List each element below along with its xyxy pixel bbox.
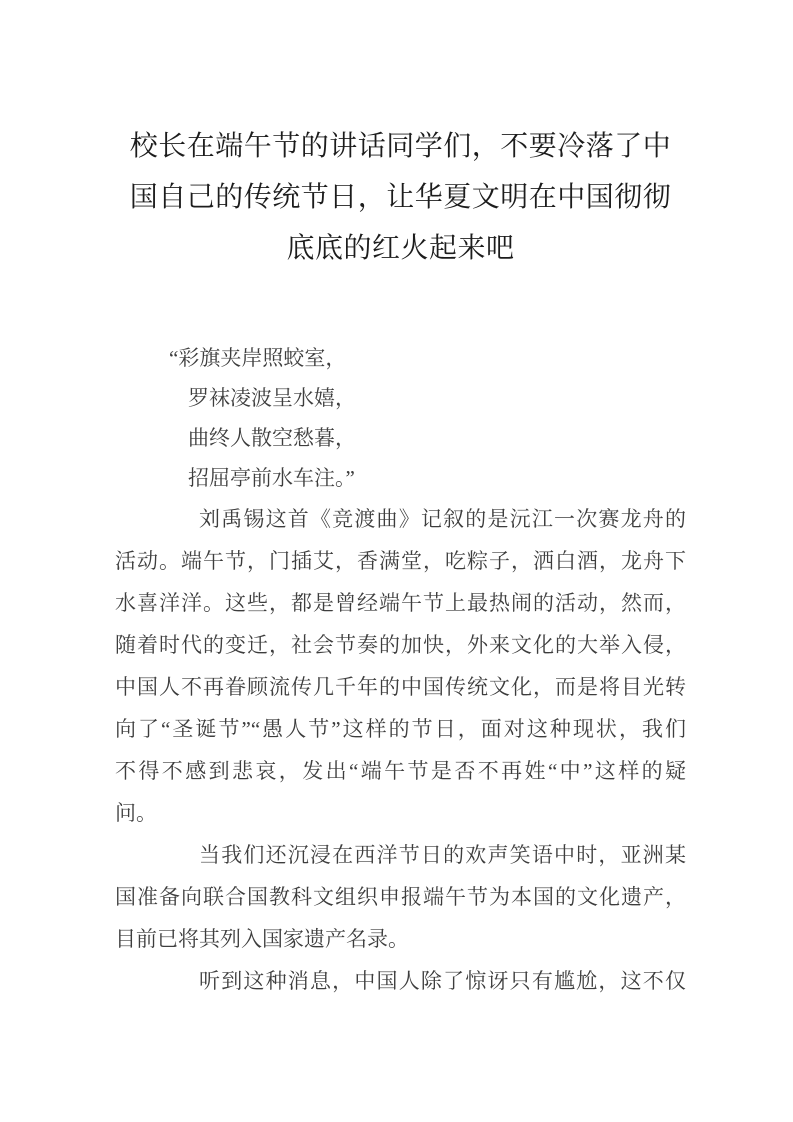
poem-block <box>115 338 686 498</box>
paragraph-line: 国准备向联合国教科文组织申报端午节为本国的文化遗产， <box>115 885 686 909</box>
title-line-3: 底底的红火起来吧 <box>286 233 515 264</box>
paragraph-2 <box>115 834 686 960</box>
poem-line-1: “彩旗夹岸照蛟室， <box>169 346 347 370</box>
poem-line-2: 罗袜凌波呈水嬉， <box>188 386 356 410</box>
paragraph-line: 中国人不再眷顾流传几千年的中国传统文化，而是将目光转 <box>115 675 686 699</box>
poem-line-3: 曲终人散空愁暮， <box>188 426 356 450</box>
poem-line-4: 招屈亭前水车注。” <box>188 466 355 490</box>
title-line-1: 校长在端午节的讲话同学们，不要冷落了中 <box>129 131 672 162</box>
paragraph-line: 向了“圣诞节”“愚人节”这样的节日，面对这种现状，我们 <box>115 717 686 741</box>
paragraph-3 <box>115 960 686 1002</box>
paragraph-line: 问。 <box>115 801 157 825</box>
paragraph-line: 当我们还沉浸在西洋节日的欢声笑语中时，亚洲某 <box>199 843 686 867</box>
title-line-2: 国自己的传统节日，让华夏文明在中国彻彻 <box>129 182 672 213</box>
paragraph-line: 活动。端午节，门插艾，香满堂，吃粽子，洒白酒，龙舟下 <box>115 549 686 573</box>
paragraph-line: 随着时代的变迁，社会节奏的加快，外来文化的大举入侵， <box>115 633 686 657</box>
paragraph-line: 刘禹锡这首《竞渡曲》记叙的是沅江一次赛龙舟的 <box>199 507 686 531</box>
paragraph-1 <box>115 498 686 834</box>
paragraph-line: 不得不感到悲哀，发出“端午节是否不再姓“中”这样的疑 <box>115 759 686 783</box>
paragraph-line: 水喜洋洋。这些，都是曾经端午节上最热闹的活动，然而， <box>115 591 686 615</box>
paragraph-line: 目前已将其列入国家遗产名录。 <box>115 927 409 951</box>
paragraph-line: 听到这种消息，中国人除了惊讶只有尴尬，这不仅 <box>199 969 686 993</box>
document-content <box>115 0 686 1002</box>
document-title <box>115 121 686 274</box>
